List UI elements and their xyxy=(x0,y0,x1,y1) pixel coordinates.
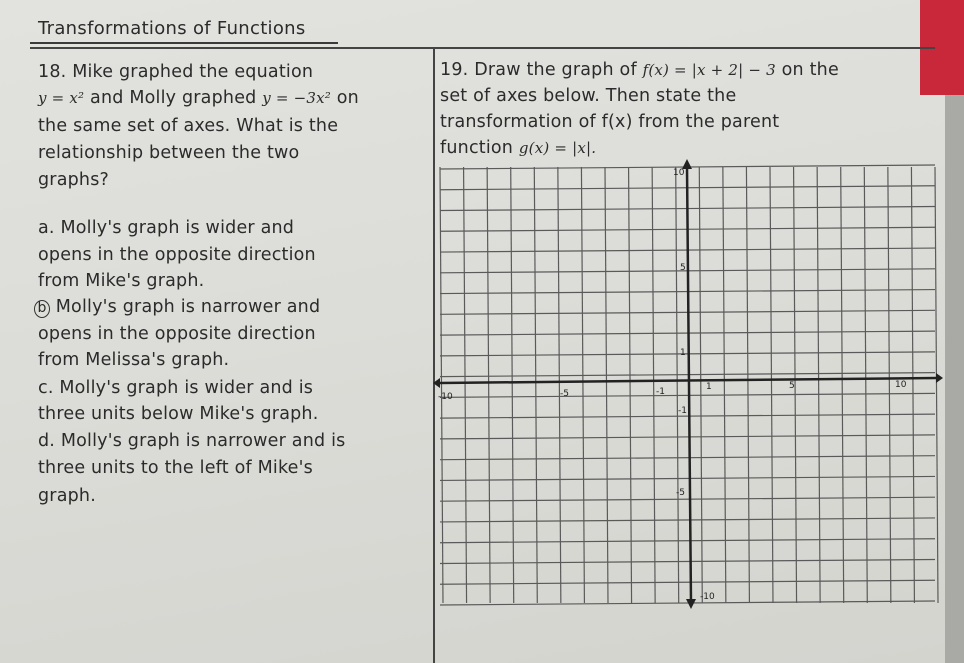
choice-c-line2: three units below Mike's graph. xyxy=(38,404,319,424)
grid-vertical-line xyxy=(817,167,820,603)
choice-a-line2: opens in the opposite direction xyxy=(38,245,316,265)
grid-vertical-line xyxy=(770,167,773,603)
grid-horizontal-line xyxy=(440,373,935,377)
q19-equation-f: f(x) = |x + 2| − 3 xyxy=(642,61,776,79)
grid-horizontal-line xyxy=(440,580,935,584)
title-underline xyxy=(30,42,338,44)
y-label-neg5: -5 xyxy=(676,488,685,498)
q19-line4-text: function xyxy=(440,138,514,158)
y-label-1: 1 xyxy=(680,348,686,358)
grid-horizontal-line xyxy=(440,518,935,522)
choice-b-text: Molly's graph is narrower and xyxy=(50,297,321,317)
grid-vertical-line xyxy=(464,167,467,603)
grid-vertical-line xyxy=(699,167,702,603)
section-divider-vertical xyxy=(433,47,435,663)
x-label-neg10: -10 xyxy=(438,392,453,402)
grid-vertical-line xyxy=(440,167,443,603)
grid-horizontal-line xyxy=(440,456,935,460)
grid-horizontal-line xyxy=(440,539,935,543)
y-axis xyxy=(687,167,691,603)
grid-horizontal-line xyxy=(440,497,935,501)
choice-b-line2: opens in the opposite direction xyxy=(38,324,316,344)
x-label-10: 10 xyxy=(895,380,907,390)
grid-vertical-line xyxy=(652,167,655,603)
q18-line3: the same set of axes. What is the xyxy=(38,116,339,136)
grid-vertical-line xyxy=(581,167,584,603)
choice-c-line1[interactable]: c. Molly's graph is wider and is xyxy=(38,378,314,398)
x-label-neg1: -1 xyxy=(656,387,665,397)
y-label-neg10: -10 xyxy=(700,592,715,602)
grid-horizontal-line xyxy=(440,476,935,480)
x-label-1: 1 xyxy=(706,382,712,392)
grid-horizontal-line xyxy=(440,435,935,439)
grid-vertical-line xyxy=(723,167,726,603)
choice-a-line1[interactable]: a. Molly's graph is wider and xyxy=(38,218,295,238)
q18-line1: 18. Mike graphed the equation xyxy=(38,62,314,82)
q18-equation-molly: y = −3x² xyxy=(262,89,331,107)
grid-vertical-line xyxy=(629,167,632,603)
grid-vertical-line xyxy=(864,167,867,603)
q18-line2-end: on xyxy=(331,88,359,108)
q18-line2-mid: and Molly graphed xyxy=(84,88,263,108)
q18-line2 xyxy=(38,88,359,108)
grid-vertical-line xyxy=(841,167,844,603)
grid-vertical-line xyxy=(888,167,891,603)
grid-vertical-line xyxy=(487,167,490,603)
grid-vertical-line xyxy=(911,167,914,603)
section-divider-horizontal xyxy=(30,47,935,49)
grid-vertical-line xyxy=(746,167,749,603)
grid-horizontal-line xyxy=(440,559,935,563)
choice-b-line3: from Melissa's graph. xyxy=(38,350,230,370)
y-label-10: 10 xyxy=(673,168,685,178)
grid-vertical-line xyxy=(935,167,938,603)
background-desk xyxy=(945,95,964,663)
worksheet-title: Transformations of Functions xyxy=(38,18,306,39)
choice-a-line3: from Mike's graph. xyxy=(38,271,205,291)
y-axis-arrow-down-icon xyxy=(686,599,696,609)
q19-line2: set of axes below. Then state the xyxy=(440,86,737,106)
choice-b-line1[interactable] xyxy=(34,297,320,318)
q18-equation-mike: y = x² xyxy=(38,89,85,107)
choice-b-circled-letter: b xyxy=(34,300,50,318)
y-label-neg1: -1 xyxy=(678,406,687,416)
q19-equation-g: g(x) = |x|. xyxy=(518,139,597,157)
x-label-5: 5 xyxy=(789,381,795,391)
coordinate-grid[interactable] xyxy=(440,155,940,610)
grid-vertical-line xyxy=(534,167,537,603)
grid-vertical-line xyxy=(605,167,608,603)
q19-line1-text: 19. Draw the graph of xyxy=(440,60,637,80)
q19-line1 xyxy=(440,60,839,80)
x-label-neg5: -5 xyxy=(560,389,569,399)
q18-line4: relationship between the two xyxy=(38,143,300,163)
y-label-5: 5 xyxy=(680,263,686,273)
choice-d-line3: graph. xyxy=(38,486,96,506)
q18-line5: graphs? xyxy=(38,170,110,190)
grid-horizontal-line xyxy=(440,414,935,418)
grid-vertical-line xyxy=(511,167,514,603)
grid-vertical-line xyxy=(676,167,679,603)
grid-horizontal-line xyxy=(440,393,935,397)
choice-d-line1[interactable]: d. Molly's graph is narrower and is xyxy=(38,431,346,451)
choice-d-line2: three units to the left of Mike's xyxy=(38,458,313,478)
grid-vertical-line xyxy=(558,167,561,603)
q19-line3: transformation of f(x) from the parent xyxy=(440,112,780,132)
q19-line1-end: on the xyxy=(775,60,839,80)
